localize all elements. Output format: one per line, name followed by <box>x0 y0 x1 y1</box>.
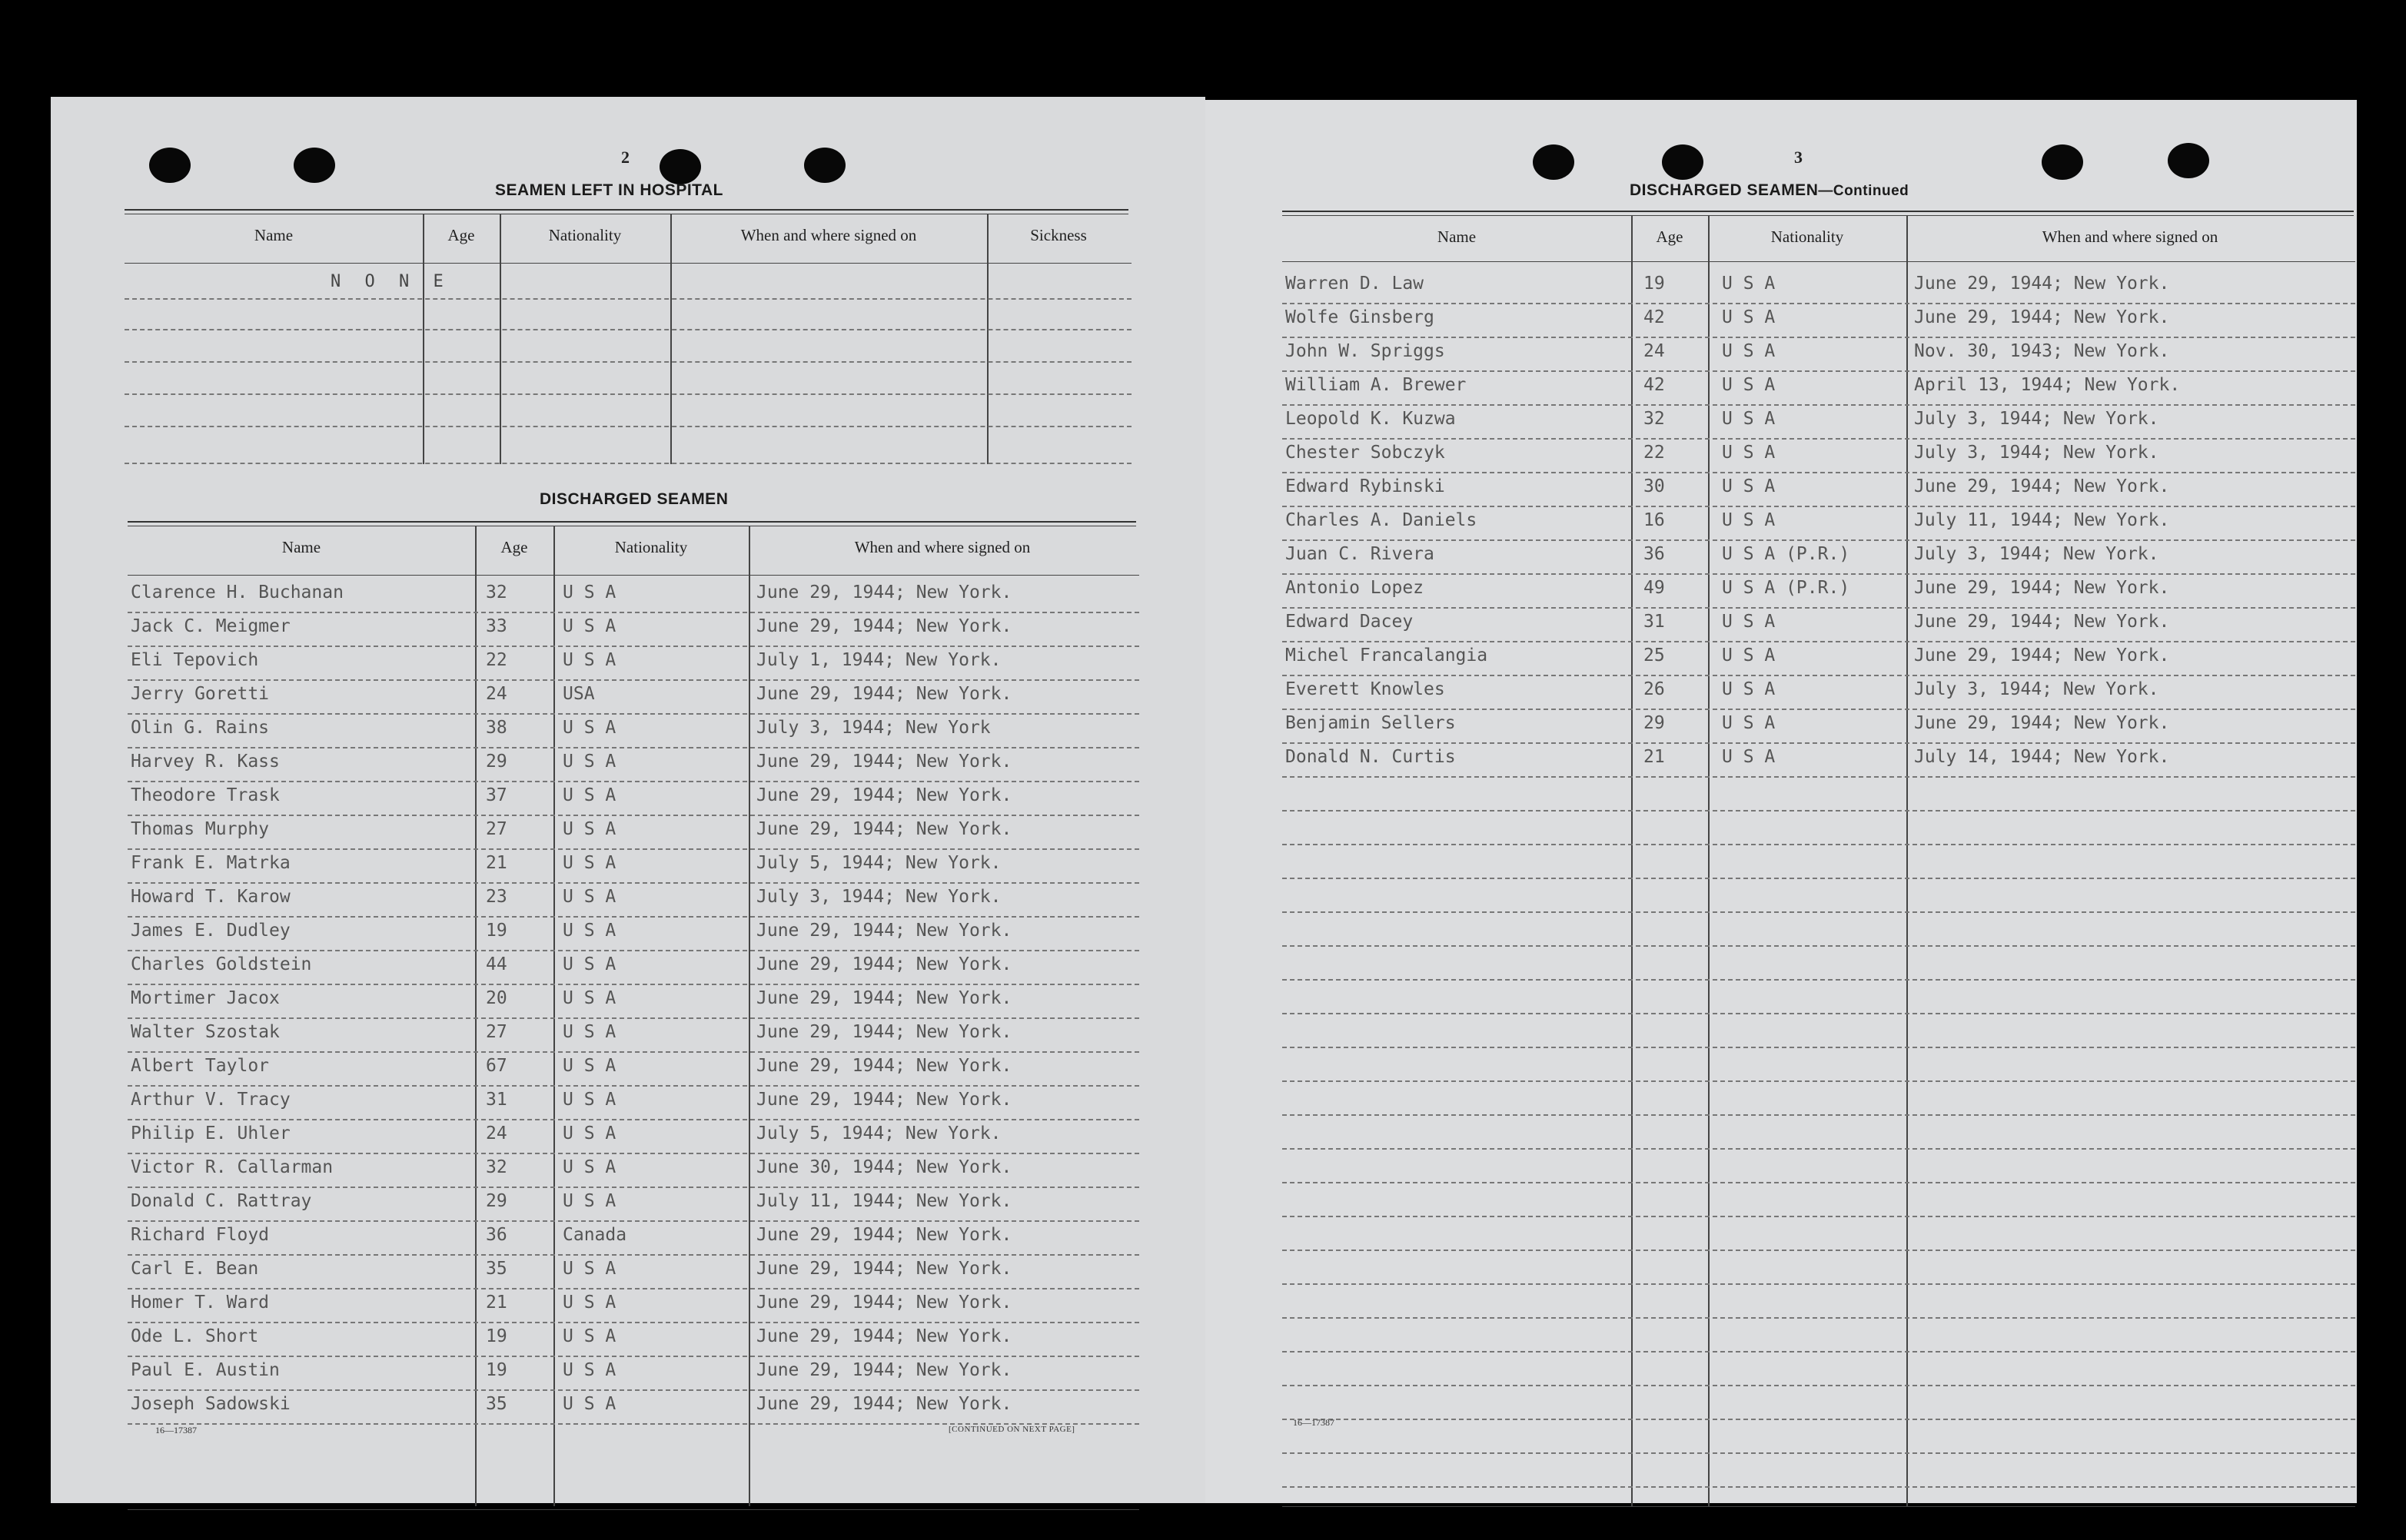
seaman-signed-on: June 29, 1944; New York. <box>756 1259 1012 1279</box>
form-number: 16—17387 <box>1293 1417 1334 1428</box>
row-line <box>128 1220 1139 1222</box>
seaman-name: Arthur V. Tracy <box>131 1090 291 1110</box>
row-line <box>1282 370 2355 372</box>
seaman-age: 36 <box>486 1225 507 1245</box>
right-page <box>1205 100 2357 1503</box>
seaman-signed-on: June 29, 1944; New York. <box>756 1293 1012 1313</box>
punch-hole <box>660 149 701 184</box>
seaman-signed-on: July 1, 1944; New York. <box>756 650 1002 670</box>
seaman-age: 29 <box>486 1191 507 1211</box>
seaman-signed-on: June 29, 1944; New York. <box>1914 476 2170 496</box>
left-page <box>51 97 1205 1503</box>
discharged-continued-title: DISCHARGED SEAMEN—Continued <box>1630 181 1909 199</box>
col-header-name: Name <box>254 226 294 244</box>
row-line <box>128 1254 1139 1256</box>
row-line <box>1282 573 2355 575</box>
seaman-age: 38 <box>486 718 507 738</box>
seaman-signed-on: June 29, 1944; New York. <box>756 988 1012 1008</box>
seaman-name: Jerry Goretti <box>131 684 270 704</box>
seaman-nationality: U S A <box>563 853 616 873</box>
blank-line <box>1282 979 2355 981</box>
row-line <box>128 646 1139 647</box>
seaman-signed-on: June 29, 1944; New York. <box>1914 646 2170 665</box>
seaman-nationality: U S A <box>1722 443 1776 463</box>
row-line <box>128 1288 1139 1289</box>
row-line <box>128 1051 1139 1053</box>
seaman-nationality: U S A <box>1722 646 1776 665</box>
seaman-name: Edward Dacey <box>1285 612 1414 632</box>
seaman-name: Olin G. Rains <box>131 718 270 738</box>
row-line <box>128 1085 1139 1087</box>
row-line <box>1282 776 2355 778</box>
seaman-nationality: U S A (P.R.) <box>1722 578 1850 598</box>
discharged-col-name: Name <box>281 538 321 556</box>
seaman-nationality: U S A <box>563 819 616 839</box>
seaman-nationality: U S A <box>563 921 616 941</box>
seaman-name: Ode L. Short <box>131 1326 259 1346</box>
blank-line <box>1282 1148 2355 1150</box>
blank-line <box>1282 1486 2355 1488</box>
seaman-nationality: U S A <box>1722 274 1776 294</box>
row-line <box>1282 709 2355 710</box>
row-line <box>1282 438 2355 440</box>
row-line <box>128 781 1139 782</box>
seaman-name: Donald C. Rattray <box>131 1191 312 1211</box>
seaman-age: 19 <box>1643 274 1665 294</box>
discharged-col-age: Age <box>500 538 528 556</box>
seaman-age: 19 <box>486 1326 507 1346</box>
blank-line <box>1282 1419 2355 1420</box>
seaman-age: 27 <box>486 1022 507 1042</box>
blank-line <box>1282 945 2355 947</box>
seaman-nationality: U S A (P.R.) <box>1722 544 1850 564</box>
seaman-signed-on: Nov. 30, 1943; New York. <box>1914 341 2170 361</box>
discharged-col-nationality: Nationality <box>614 538 688 556</box>
seaman-name: Harvey R. Kass <box>131 752 280 772</box>
seaman-signed-on: July 5, 1944; New York. <box>756 1123 1002 1143</box>
seaman-signed-on: June 29, 1944; New York. <box>1914 274 2170 294</box>
hospital-none-entry: N O N E <box>331 272 450 291</box>
seaman-nationality: U S A <box>1722 307 1776 327</box>
seaman-age: 21 <box>1643 747 1665 767</box>
seaman-name: Frank E. Matrka <box>131 853 291 873</box>
seaman-age: 36 <box>1643 544 1665 564</box>
seaman-signed-on: June 29, 1944; New York. <box>756 785 1012 805</box>
seaman-name: Benjamin Sellers <box>1285 713 1456 733</box>
seaman-name: Albert Taylor <box>131 1056 270 1076</box>
seaman-signed-on: June 29, 1944; New York. <box>756 752 1012 772</box>
seaman-nationality: U S A <box>1722 713 1776 733</box>
col-header-age: Age <box>1656 227 1683 246</box>
row-line <box>128 1153 1139 1154</box>
seaman-age: 33 <box>486 616 507 636</box>
seaman-name: Carl E. Bean <box>131 1259 259 1279</box>
seaman-nationality: U S A <box>1722 679 1776 699</box>
page-number: 3 <box>1794 148 1803 167</box>
row-line <box>128 747 1139 748</box>
seaman-name: Theodore Trask <box>131 785 280 805</box>
seaman-name: Homer T. Ward <box>131 1293 270 1313</box>
seaman-signed-on: June 29, 1944; New York. <box>1914 713 2170 733</box>
seaman-age: 22 <box>486 650 507 670</box>
seaman-signed-on: June 30, 1944; New York. <box>756 1157 1012 1177</box>
blank-line <box>1282 1385 2355 1386</box>
row-line <box>128 679 1139 681</box>
seaman-age: 25 <box>1643 646 1665 665</box>
seaman-nationality: U S A <box>563 1090 616 1110</box>
seaman-name: Philip E. Uhler <box>131 1123 291 1143</box>
blank-line <box>1282 1080 2355 1082</box>
seaman-nationality: U S A <box>563 1394 616 1414</box>
seaman-signed-on: July 3, 1944; New York. <box>1914 409 2159 429</box>
seaman-age: 21 <box>486 1293 507 1313</box>
seaman-nationality: U S A <box>563 582 616 602</box>
blank-line <box>1282 810 2355 811</box>
punch-hole <box>1662 144 1703 180</box>
col-header-name: Name <box>1437 227 1477 246</box>
row-line <box>128 1356 1139 1357</box>
seaman-signed-on: July 3, 1944; New York. <box>1914 679 2159 699</box>
seaman-signed-on: April 13, 1944; New York. <box>1914 375 2181 395</box>
seaman-nationality: U S A <box>563 785 616 805</box>
row-line <box>128 1322 1139 1323</box>
row-line <box>1282 641 2355 642</box>
blank-line <box>1282 1182 2355 1183</box>
seaman-nationality: U S A <box>563 1022 616 1042</box>
seaman-signed-on: June 29, 1944; New York. <box>756 954 1012 974</box>
seaman-nationality: U S A <box>563 650 616 670</box>
seaman-signed-on: July 14, 1944; New York. <box>1914 747 2170 767</box>
row-line <box>1282 607 2355 609</box>
seaman-nationality: U S A <box>563 1259 616 1279</box>
seaman-name: Everett Knowles <box>1285 679 1445 699</box>
seaman-signed-on: June 29, 1944; New York. <box>756 1326 1012 1346</box>
col-header-signed-on: When and where signed on <box>740 226 917 244</box>
seaman-age: 19 <box>486 1360 507 1380</box>
blank-line <box>1282 1317 2355 1319</box>
seaman-signed-on: June 29, 1944; New York. <box>756 1090 1012 1110</box>
col-header-age: Age <box>447 226 475 244</box>
seaman-signed-on: June 29, 1944; New York. <box>756 819 1012 839</box>
seaman-age: 30 <box>1643 476 1665 496</box>
blank-line <box>1282 1013 2355 1014</box>
seaman-signed-on: June 29, 1944; New York. <box>756 684 1012 704</box>
seaman-name: Howard T. Karow <box>131 887 291 907</box>
blank-line <box>1282 1047 2355 1048</box>
seaman-nationality: U S A <box>563 1157 616 1177</box>
seaman-name: Mortimer Jacox <box>131 988 280 1008</box>
seaman-name: Charles Goldstein <box>131 954 312 974</box>
seaman-age: 35 <box>486 1259 507 1279</box>
col-header-sickness: Sickness <box>1030 226 1087 244</box>
seaman-name: Clarence H. Buchanan <box>131 582 344 602</box>
seaman-signed-on: June 29, 1944; New York. <box>1914 307 2170 327</box>
seaman-signed-on: June 29, 1944; New York. <box>756 616 1012 636</box>
punch-hole <box>804 148 846 183</box>
seaman-nationality: U S A <box>563 1360 616 1380</box>
seaman-name: William A. Brewer <box>1285 375 1467 395</box>
seaman-name: Paul E. Austin <box>131 1360 280 1380</box>
seaman-age: 29 <box>486 752 507 772</box>
punch-hole <box>1533 144 1574 180</box>
seaman-nationality: U S A <box>563 1293 616 1313</box>
seaman-nationality: U S A <box>563 616 616 636</box>
seaman-nationality: USA <box>563 684 595 704</box>
seaman-age: 24 <box>1643 341 1665 361</box>
seaman-name: James E. Dudley <box>131 921 291 941</box>
blank-line <box>1282 1351 2355 1352</box>
seaman-age: 32 <box>486 582 507 602</box>
row-line <box>1282 404 2355 406</box>
seaman-nationality: U S A <box>563 718 616 738</box>
seaman-signed-on: June 29, 1944; New York. <box>756 921 1012 941</box>
seaman-name: Charles A. Daniels <box>1285 510 1477 530</box>
seaman-signed-on: July 11, 1944; New York. <box>756 1191 1012 1211</box>
seaman-name: Eli Tepovich <box>131 650 259 670</box>
discharged-section-title: DISCHARGED SEAMEN <box>540 490 729 508</box>
punch-hole <box>2042 144 2083 180</box>
seaman-age: 31 <box>1643 612 1665 632</box>
seaman-name: John W. Spriggs <box>1285 341 1445 361</box>
row-line <box>1282 303 2355 304</box>
seaman-nationality: U S A <box>563 1056 616 1076</box>
seaman-nationality: U S A <box>1722 409 1776 429</box>
seaman-name: Richard Floyd <box>131 1225 270 1245</box>
seaman-age: 49 <box>1643 578 1665 598</box>
seaman-name: Antonio Lopez <box>1285 578 1424 598</box>
blank-line <box>1282 844 2355 845</box>
seaman-age: 67 <box>486 1056 507 1076</box>
seaman-name: Juan C. Rivera <box>1285 544 1434 564</box>
seaman-name: Jack C. Meigmer <box>131 616 291 636</box>
punch-hole <box>294 148 335 183</box>
row-line <box>128 713 1139 715</box>
seaman-age: 26 <box>1643 679 1665 699</box>
seaman-age: 23 <box>486 887 507 907</box>
seaman-name: Donald N. Curtis <box>1285 747 1456 767</box>
seaman-signed-on: June 29, 1944; New York. <box>756 1022 1012 1042</box>
seaman-signed-on: July 3, 1944; New York. <box>756 887 1002 907</box>
seaman-nationality: U S A <box>1722 747 1776 767</box>
blank-line <box>1282 1114 2355 1116</box>
seaman-nationality: Canada <box>563 1225 627 1245</box>
punch-hole <box>149 148 191 183</box>
blank-line <box>1282 1283 2355 1285</box>
seaman-age: 22 <box>1643 443 1665 463</box>
col-header-nationality: Nationality <box>548 226 622 244</box>
seaman-age: 31 <box>486 1090 507 1110</box>
seaman-age: 42 <box>1643 375 1665 395</box>
row-line <box>128 1187 1139 1188</box>
col-header-nationality: Nationality <box>1770 227 1844 246</box>
seaman-age: 32 <box>1643 409 1665 429</box>
seaman-nationality: U S A <box>1722 476 1776 496</box>
row-line <box>128 1389 1139 1391</box>
seaman-signed-on: June 29, 1944; New York. <box>756 1360 1012 1380</box>
seaman-name: Leopold K. Kuzwa <box>1285 409 1456 429</box>
blank-line <box>1282 1250 2355 1251</box>
seaman-age: 44 <box>486 954 507 974</box>
seaman-signed-on: June 29, 1944; New York. <box>1914 612 2170 632</box>
blank-line <box>1282 1452 2355 1454</box>
seaman-age: 37 <box>486 785 507 805</box>
seaman-name: Michel Francalangia <box>1285 646 1488 665</box>
row-line <box>128 950 1139 951</box>
seaman-signed-on: July 3, 1944; New York. <box>1914 544 2159 564</box>
seaman-age: 35 <box>486 1394 507 1414</box>
seaman-nationality: U S A <box>563 988 616 1008</box>
seaman-age: 21 <box>486 853 507 873</box>
seaman-signed-on: June 29, 1944; New York. <box>756 1394 1012 1414</box>
seaman-age: 32 <box>486 1157 507 1177</box>
seaman-signed-on: June 29, 1944; New York. <box>756 1056 1012 1076</box>
seaman-nationality: U S A <box>1722 510 1776 530</box>
hospital-section-title: SEAMEN LEFT IN HOSPITAL <box>495 181 723 199</box>
continued-note: [CONTINUED ON NEXT PAGE] <box>949 1425 1075 1434</box>
seaman-name: Walter Szostak <box>131 1022 280 1042</box>
seaman-age: 19 <box>486 921 507 941</box>
seaman-age: 24 <box>486 1123 507 1143</box>
row-line <box>1282 742 2355 744</box>
seaman-signed-on: July 5, 1944; New York. <box>756 853 1002 873</box>
seaman-nationality: U S A <box>563 1326 616 1346</box>
seaman-age: 20 <box>486 988 507 1008</box>
seaman-nationality: U S A <box>1722 612 1776 632</box>
row-line <box>1282 472 2355 473</box>
seaman-age: 16 <box>1643 510 1665 530</box>
seaman-signed-on: June 29, 1944; New York. <box>756 582 1012 602</box>
seaman-nationality: U S A <box>1722 341 1776 361</box>
page-number: 2 <box>621 148 630 167</box>
seaman-signed-on: June 29, 1944; New York. <box>1914 578 2170 598</box>
blank-line <box>1282 878 2355 879</box>
row-line <box>128 815 1139 816</box>
seaman-age: 29 <box>1643 713 1665 733</box>
col-header-signed-on: When and where signed on <box>2042 227 2218 246</box>
seaman-signed-on: July 11, 1944; New York. <box>1914 510 2170 530</box>
blank-line <box>1282 911 2355 913</box>
row-line <box>128 848 1139 850</box>
seaman-name: Warren D. Law <box>1285 274 1424 294</box>
seaman-age: 27 <box>486 819 507 839</box>
row-line <box>1282 539 2355 541</box>
seaman-name: Victor R. Callarman <box>131 1157 334 1177</box>
seaman-nationality: U S A <box>563 752 616 772</box>
seaman-age: 42 <box>1643 307 1665 327</box>
seaman-signed-on: July 3, 1944; New York <box>756 718 991 738</box>
row-line <box>1282 506 2355 507</box>
punch-hole <box>2168 143 2209 178</box>
seaman-nationality: U S A <box>1722 375 1776 395</box>
seaman-name: Joseph Sadowski <box>131 1394 291 1414</box>
seaman-name: Wolfe Ginsberg <box>1285 307 1434 327</box>
row-line <box>128 612 1139 613</box>
row-line <box>128 1119 1139 1120</box>
seaman-signed-on: June 29, 1944; New York. <box>756 1225 1012 1245</box>
seaman-age: 24 <box>486 684 507 704</box>
row-line <box>128 984 1139 985</box>
form-number: 16—17387 <box>155 1425 197 1435</box>
discharged-col-signed-on: When and where signed on <box>854 538 1031 556</box>
seaman-nationality: U S A <box>563 887 616 907</box>
seaman-nationality: U S A <box>563 1123 616 1143</box>
seaman-nationality: U S A <box>563 1191 616 1211</box>
row-line <box>128 1017 1139 1019</box>
row-line <box>1282 675 2355 676</box>
seaman-signed-on: July 3, 1944; New York. <box>1914 443 2159 463</box>
row-line <box>128 882 1139 884</box>
seaman-name: Thomas Murphy <box>131 819 270 839</box>
row-line <box>1282 337 2355 338</box>
seaman-nationality: U S A <box>563 954 616 974</box>
blank-line <box>1282 1216 2355 1217</box>
seaman-name: Edward Rybinski <box>1285 476 1445 496</box>
row-line <box>128 916 1139 918</box>
seaman-name: Chester Sobczyk <box>1285 443 1445 463</box>
